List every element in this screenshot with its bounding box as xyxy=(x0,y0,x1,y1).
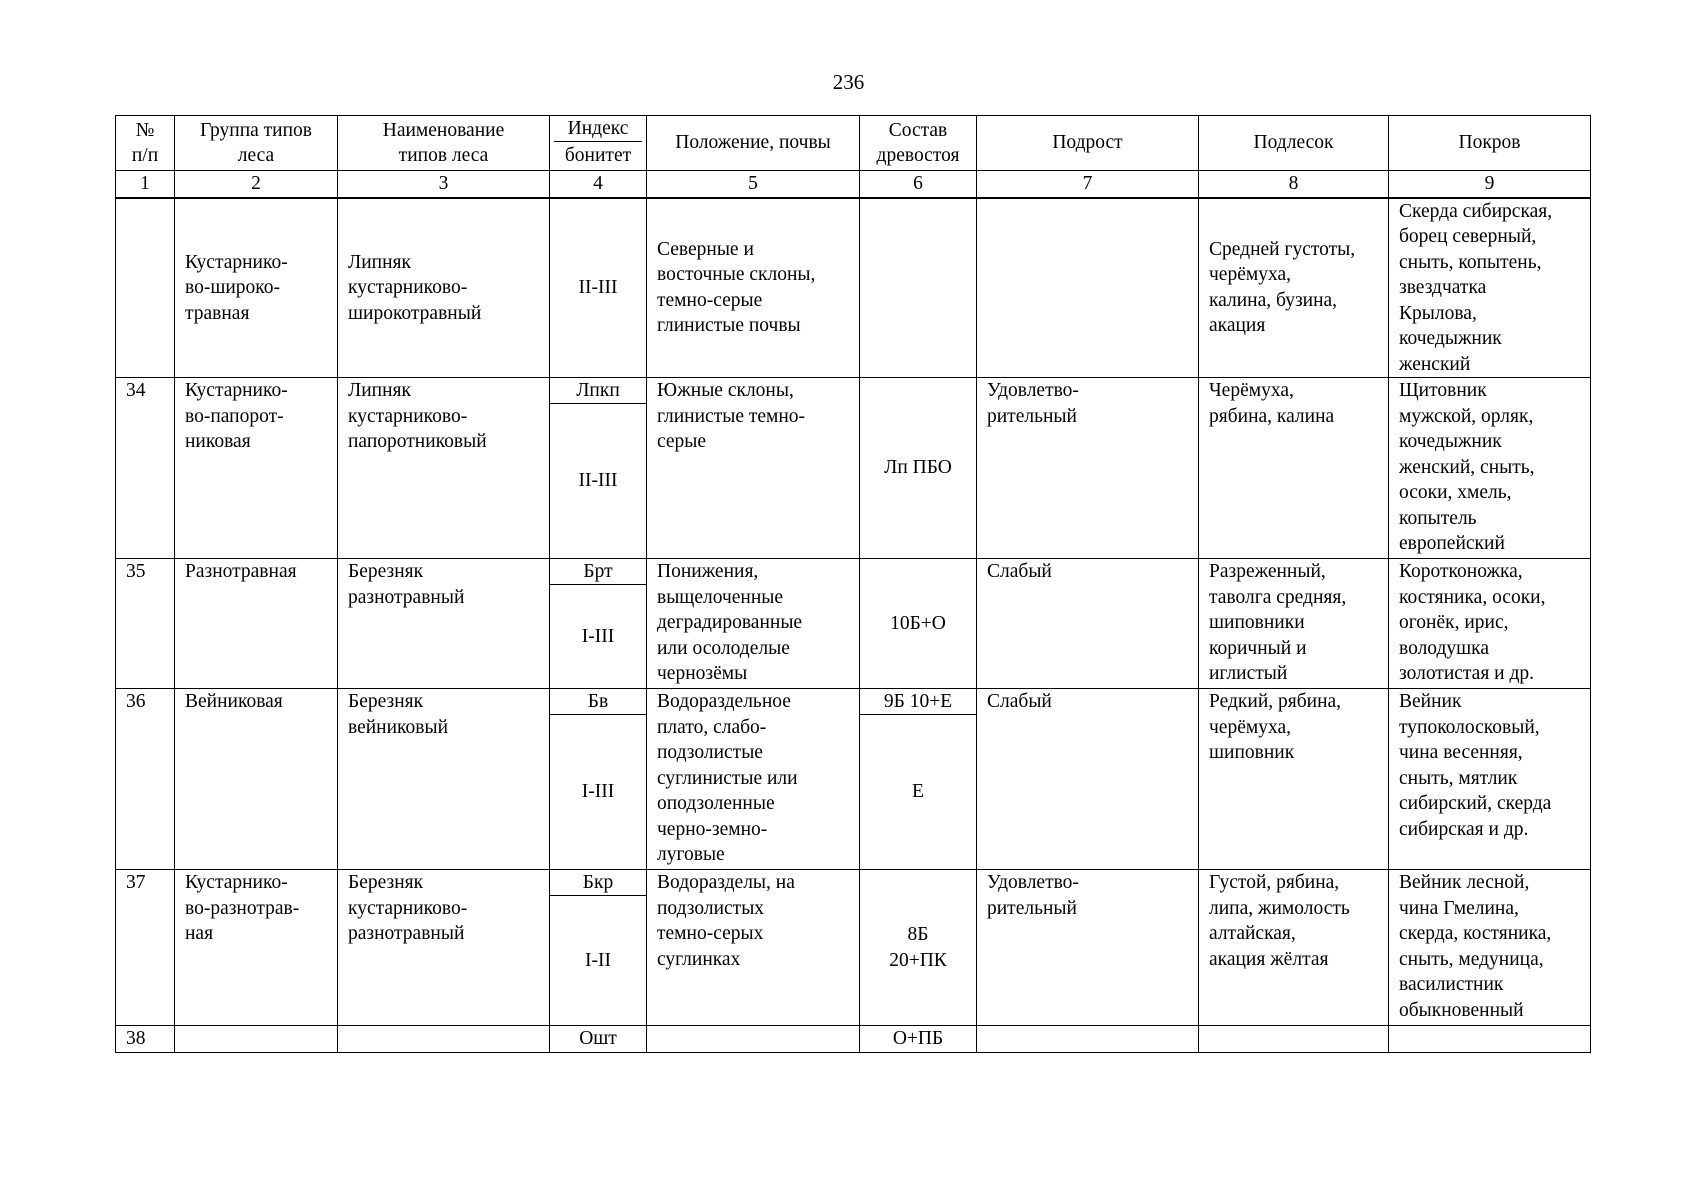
column-number: 8 xyxy=(1199,171,1389,198)
header-row xyxy=(116,116,1591,171)
position-cell: Водоразделы, на подзолистых темно-серых суглинках xyxy=(647,870,860,1026)
position-cell xyxy=(647,1026,860,1053)
undergrowth-cell: Удовлетво- рительный xyxy=(977,870,1199,1026)
underbrush-cell: Средней густоты, черёмуха, калина, бузина, акация xyxy=(1199,198,1389,378)
column-number: 9 xyxy=(1389,171,1591,198)
cover-cell: Коротконожка, костяника, осоки, огонёк, ирис, володушка золотистая и др. xyxy=(1389,559,1591,689)
name-cell xyxy=(338,1026,550,1053)
table-row xyxy=(116,870,1591,1026)
composition-cell xyxy=(860,198,977,378)
row-number: 37 xyxy=(116,870,175,1026)
position-cell: Понижения, выщелоченные деградированные или осолоделые чернозёмы xyxy=(647,559,860,689)
column-numbers-row xyxy=(116,171,1591,198)
header-index xyxy=(550,116,647,171)
underbrush-cell: Густой, рябина, липа, жимолость алтайская, акация жёлтая xyxy=(1199,870,1389,1026)
index-cell xyxy=(550,378,647,559)
position-cell: Южные склоны, глинистые темно- серые xyxy=(647,378,860,559)
header-position: Положение, почвы xyxy=(647,116,860,171)
column-number: 2 xyxy=(175,171,338,198)
composition-formula: 9Б 10+Е xyxy=(860,689,976,715)
table-row xyxy=(116,689,1591,870)
group-cell xyxy=(175,1026,338,1053)
index-cell xyxy=(550,689,647,870)
undergrowth-cell: Слабый xyxy=(977,559,1199,689)
position-cell: Северные и восточные склоны, темно-серые глинистые почвы xyxy=(647,198,860,378)
row-number: 34 xyxy=(116,378,175,559)
bonitet: I-III xyxy=(581,625,615,647)
underbrush-cell: Редкий, рябина, черёмуха, шиповник xyxy=(1199,689,1389,870)
composition-cell xyxy=(860,689,977,870)
underbrush-cell: Разреженный, таволга средняя, шиповники коричный и иглистый xyxy=(1199,559,1389,689)
index-cell xyxy=(550,559,647,689)
composition-cell: Лп ПБО xyxy=(860,378,977,559)
index-code: Брт xyxy=(550,559,646,585)
column-number: 4 xyxy=(550,171,647,198)
header-undergrowth: Подрост xyxy=(977,116,1199,171)
bonitet: I-III xyxy=(581,781,615,803)
column-number: 5 xyxy=(647,171,860,198)
name-cell: Березняк кустарниково- разнотравный xyxy=(338,870,550,1026)
group-cell: Кустарнико- во-папорот- никовая xyxy=(175,378,338,559)
row-number: 35 xyxy=(116,559,175,689)
index-code: Лпкп xyxy=(550,378,646,404)
group-cell: Вейниковая xyxy=(175,689,338,870)
cover-cell: Вейник лесной, чина Гмелина, скерда, костяника, сныть, медуница, василистник обыкновенный xyxy=(1389,870,1591,1026)
underbrush-cell xyxy=(1199,1026,1389,1053)
name-cell: Березняк вейниковый xyxy=(338,689,550,870)
index-code: Бв xyxy=(550,689,646,715)
undergrowth-cell: Слабый xyxy=(977,689,1199,870)
group-cell: Кустарнико- во-разнотрав- ная xyxy=(175,870,338,1026)
underbrush-cell: Черёмуха, рябина, калина xyxy=(1199,378,1389,559)
table-row xyxy=(116,378,1591,559)
group-cell: Кустарнико- во-широко- травная xyxy=(175,198,338,378)
table-row xyxy=(116,1026,1591,1053)
header-group: Группа типов леса xyxy=(175,116,338,171)
table-row xyxy=(116,559,1591,689)
column-number: 7 xyxy=(977,171,1199,198)
undergrowth-cell xyxy=(977,198,1199,378)
header-index-bottom: бонитет xyxy=(564,145,632,167)
row-number: 36 xyxy=(116,689,175,870)
name-cell: Липняк кустарниково- папоротниковый xyxy=(338,378,550,559)
composition-cell: 10Б+О xyxy=(860,559,977,689)
row-number xyxy=(116,198,175,378)
page-number: 236 xyxy=(832,70,865,94)
cover-cell xyxy=(1389,1026,1591,1053)
header-underbrush: Подлесок xyxy=(1199,116,1389,171)
bonitet: I-II xyxy=(585,949,611,971)
header-index-top: Индекс xyxy=(554,116,642,142)
column-number: 6 xyxy=(860,171,977,198)
row-number: 38 xyxy=(116,1026,175,1053)
position-cell: Водораздельное плато, слабо- подзолистые суглинистые или оподзоленные черно-земно- луговые xyxy=(647,689,860,870)
column-number: 3 xyxy=(338,171,550,198)
header-composition: Состав древостоя xyxy=(860,116,977,171)
group-cell: Разнотравная xyxy=(175,559,338,689)
forest-types-table xyxy=(115,115,1591,1053)
cover-cell: Вейник тупоколосковый, чина весенняя, сныть, мятлик сибирский, скерда сибирская и др. xyxy=(1389,689,1591,870)
header-no: № п/п xyxy=(116,116,175,171)
index-cell xyxy=(550,870,647,1026)
name-cell: Липняк кустарниково- широкотравный xyxy=(338,198,550,378)
composition-cell: О+ПБ xyxy=(860,1026,977,1053)
name-cell: Березняк разнотравный xyxy=(338,559,550,689)
index-cell: II-III xyxy=(550,198,647,378)
column-number: 1 xyxy=(116,171,175,198)
undergrowth-cell: Удовлетво- рительный xyxy=(977,378,1199,559)
cover-cell: Скерда сибирская, борец северный, сныть, копытень, звездчатка Крылова, кочедыжник женский xyxy=(1389,198,1591,378)
index-code: Бкр xyxy=(550,870,646,896)
index-cell: Ошт xyxy=(550,1026,647,1053)
undergrowth-cell xyxy=(977,1026,1199,1053)
composition-species: Е xyxy=(912,781,924,803)
composition-cell: 8Б 20+ПК xyxy=(860,870,977,1026)
header-name: Наименование типов леса xyxy=(338,116,550,171)
table-row xyxy=(116,198,1591,378)
bonitet: II-III xyxy=(578,470,618,492)
header-cover: Покров xyxy=(1389,116,1591,171)
cover-cell: Щитовник мужской, орляк, кочедыжник женский, сныть, осоки, хмель, копытель европейский xyxy=(1389,378,1591,559)
